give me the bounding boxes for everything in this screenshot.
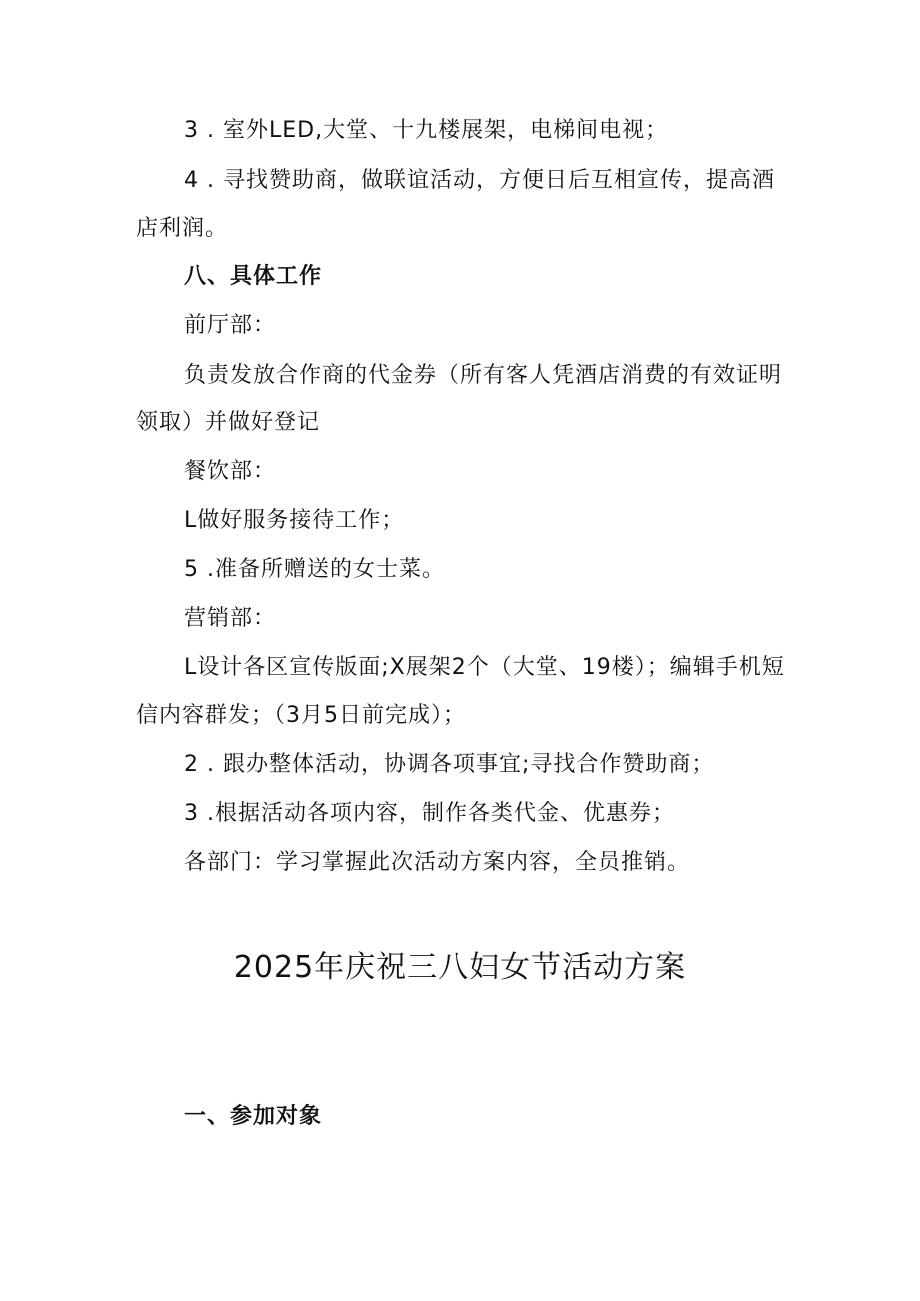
section-heading-specific-work: 八、具体工作 (184, 264, 323, 289)
list-item-4-continuation: 店利润。 (136, 216, 229, 241)
catering-duty-5: 5 .准备所赠送的女士菜。 (184, 557, 445, 582)
catering-duty-1: L做好服务接待工作； (184, 508, 405, 533)
section-heading-participants: 一、参加对象 (184, 1104, 323, 1129)
marketing-duty-1: L设计各区宣传版面;X展架2个（大堂、19楼）；编辑手机短 (184, 655, 785, 680)
front-office-duty: 负责发放合作商的代金券（所有客人凭酒店消费的有效证明 (184, 363, 783, 388)
department-marketing: 营销部： (184, 606, 277, 631)
department-front-office: 前厅部： (184, 313, 277, 338)
department-catering: 餐饮部： (184, 459, 277, 484)
front-office-duty-continuation: 领取）并做好登记 (136, 410, 321, 435)
document-title: 2025年庆祝三八妇女节活动方案 (233, 950, 687, 985)
marketing-duty-1-continuation: 信内容群发；（3月5日前完成）； (136, 703, 466, 728)
list-item-4-sponsors: 4 . 寻找赞助商，做联谊活动，方便日后互相宣传，提高酒 (184, 168, 775, 193)
list-item-3-outdoor-led: 3 . 室外LED,大堂、十九楼展架，电梯间电视； (184, 118, 669, 143)
marketing-duty-3: 3 .根据活动各项内容，制作各类代金、优惠券； (184, 801, 675, 826)
marketing-duty-2: 2 . 跟办整体活动，协调各项事宜;寻找合作赞助商； (184, 752, 715, 777)
all-departments-note: 各部门：学习掌握此次活动方案内容，全员推销。 (184, 850, 691, 875)
